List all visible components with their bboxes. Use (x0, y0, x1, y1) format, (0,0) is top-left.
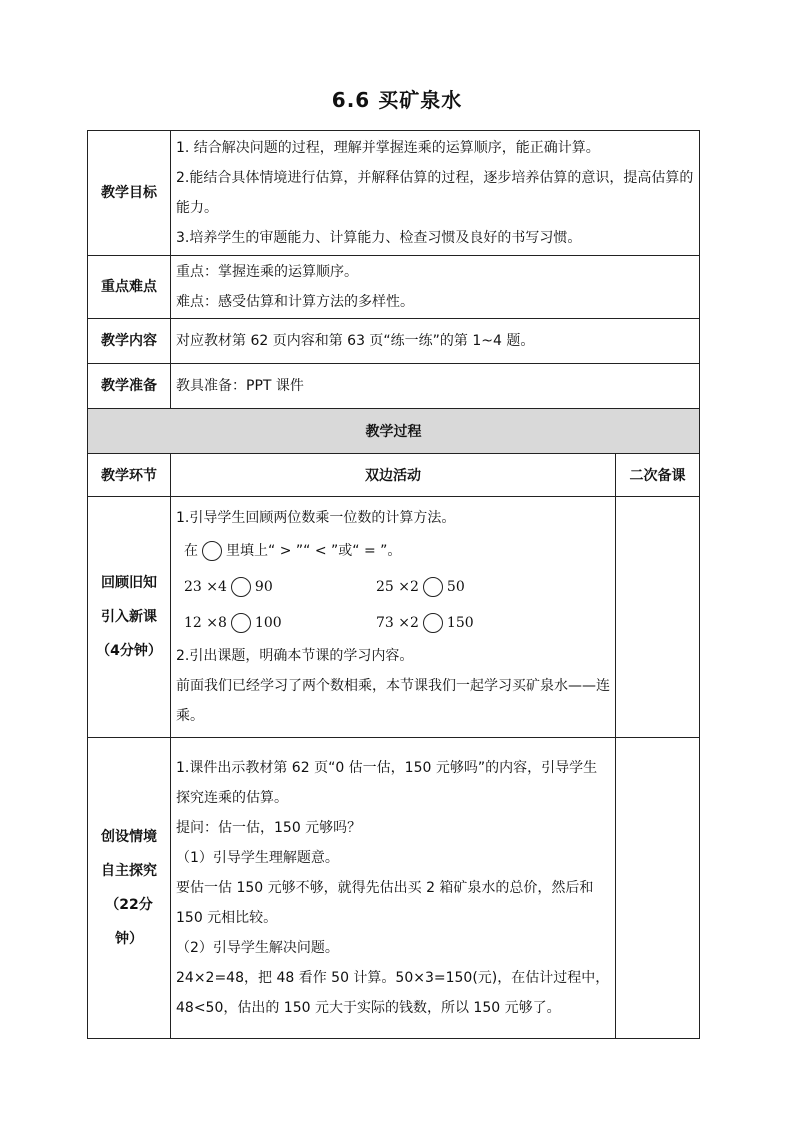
stage1-label: 回顾旧知 引入新课 （4分钟） (88, 497, 171, 738)
lesson-plan-table (87, 130, 700, 1039)
prep-text: 教具准备：PPT 课件 (171, 364, 700, 409)
prep-row (88, 364, 700, 409)
stage1-point2: 2.引出课题，明确本节课的学习内容。 (176, 648, 414, 664)
difficulty-label: 重点难点 (88, 256, 171, 319)
stage1-note (616, 497, 700, 738)
content-text: 对应教材第 62 页内容和第 63 页“练一练”的第 1~4 题。 (171, 319, 700, 364)
content-label: 教学内容 (88, 319, 171, 364)
stage2-line: 要估一估 150 元够不够，就得先估出买 2 箱矿泉水的总价，然后和 150 元相比较。 (176, 880, 594, 926)
header-stage: 教学环节 (88, 454, 171, 497)
goals-content (171, 131, 700, 256)
blank-circle-icon (231, 613, 251, 633)
header-note: 二次备课 (616, 454, 700, 497)
stage2-line: （1）引导学生理解题意。 (176, 850, 339, 866)
comparison-row: 12 ×8 100 73 ×2 150 (184, 615, 474, 631)
blank-circle-icon (423, 613, 443, 633)
stage1-content (171, 497, 616, 738)
stage2-note (616, 738, 700, 1039)
stage1-intro: 1.引导学生回顾两位数乘一位数的计算方法。 (176, 510, 456, 526)
stage2-line: 24×2=48，把 48 看作 50 计算。50×3=150(元)，在估计过程中，48<50，估出的 150 元大于实际的钱数，所以 150 元够了。 (176, 970, 610, 1016)
stage1-instruction: 在 里填上“ > ”“ < ”或“ = ”。 (184, 543, 402, 559)
difficulty-content (171, 256, 700, 319)
stage2-line: 1.课件出示教材第 62 页“0 估一估，150 元够吗”的内容，引导学生探究连乘的估算。 (176, 760, 598, 806)
goal-item: 2.能结合具体情境进行估算，并解释估算的过程，逐步培养估算的意识，提高估算的能力。 (176, 170, 694, 216)
prep-label: 教学准备 (88, 364, 171, 409)
stage2-row (88, 738, 700, 1039)
hard-point: 难点：感受估算和计算方法的多样性。 (176, 294, 414, 310)
difficulty-row (88, 256, 700, 319)
process-title-row (88, 409, 700, 454)
stage2-line: （2）引导学生解决问题。 (176, 940, 339, 956)
stage1-point3: 前面我们已经学习了两个数相乘，本节课我们一起学习买矿泉水——连乘。 (176, 678, 610, 724)
stage2-line: 提问：估一估，150 元够吗？ (176, 820, 362, 836)
stage1-row (88, 497, 700, 738)
header-activity: 双边活动 (171, 454, 616, 497)
process-title: 教学过程 (88, 409, 700, 454)
goal-item: 1. 结合解决问题的过程，理解并掌握连乘的运算顺序，能正确计算。 (176, 140, 600, 156)
key-point: 重点：掌握连乘的运算顺序。 (176, 264, 358, 280)
goal-item: 3.培养学生的审题能力、计算能力、检查习惯及良好的书写习惯。 (176, 230, 582, 246)
blank-circle-icon (231, 577, 251, 597)
content-row (88, 319, 700, 364)
stage2-content (171, 738, 616, 1039)
goals-label: 教学目标 (88, 131, 171, 256)
page-title: 6.6 买矿泉水 (331, 88, 463, 112)
goals-row (88, 131, 700, 256)
comparison-row: 23 ×4 90 25 ×2 50 (184, 579, 465, 595)
blank-circle-icon (423, 577, 443, 597)
header-row (88, 454, 700, 497)
blank-circle-icon (202, 541, 222, 561)
stage2-label: 创设情境 自主探究 （22分 钟） (88, 738, 171, 1039)
